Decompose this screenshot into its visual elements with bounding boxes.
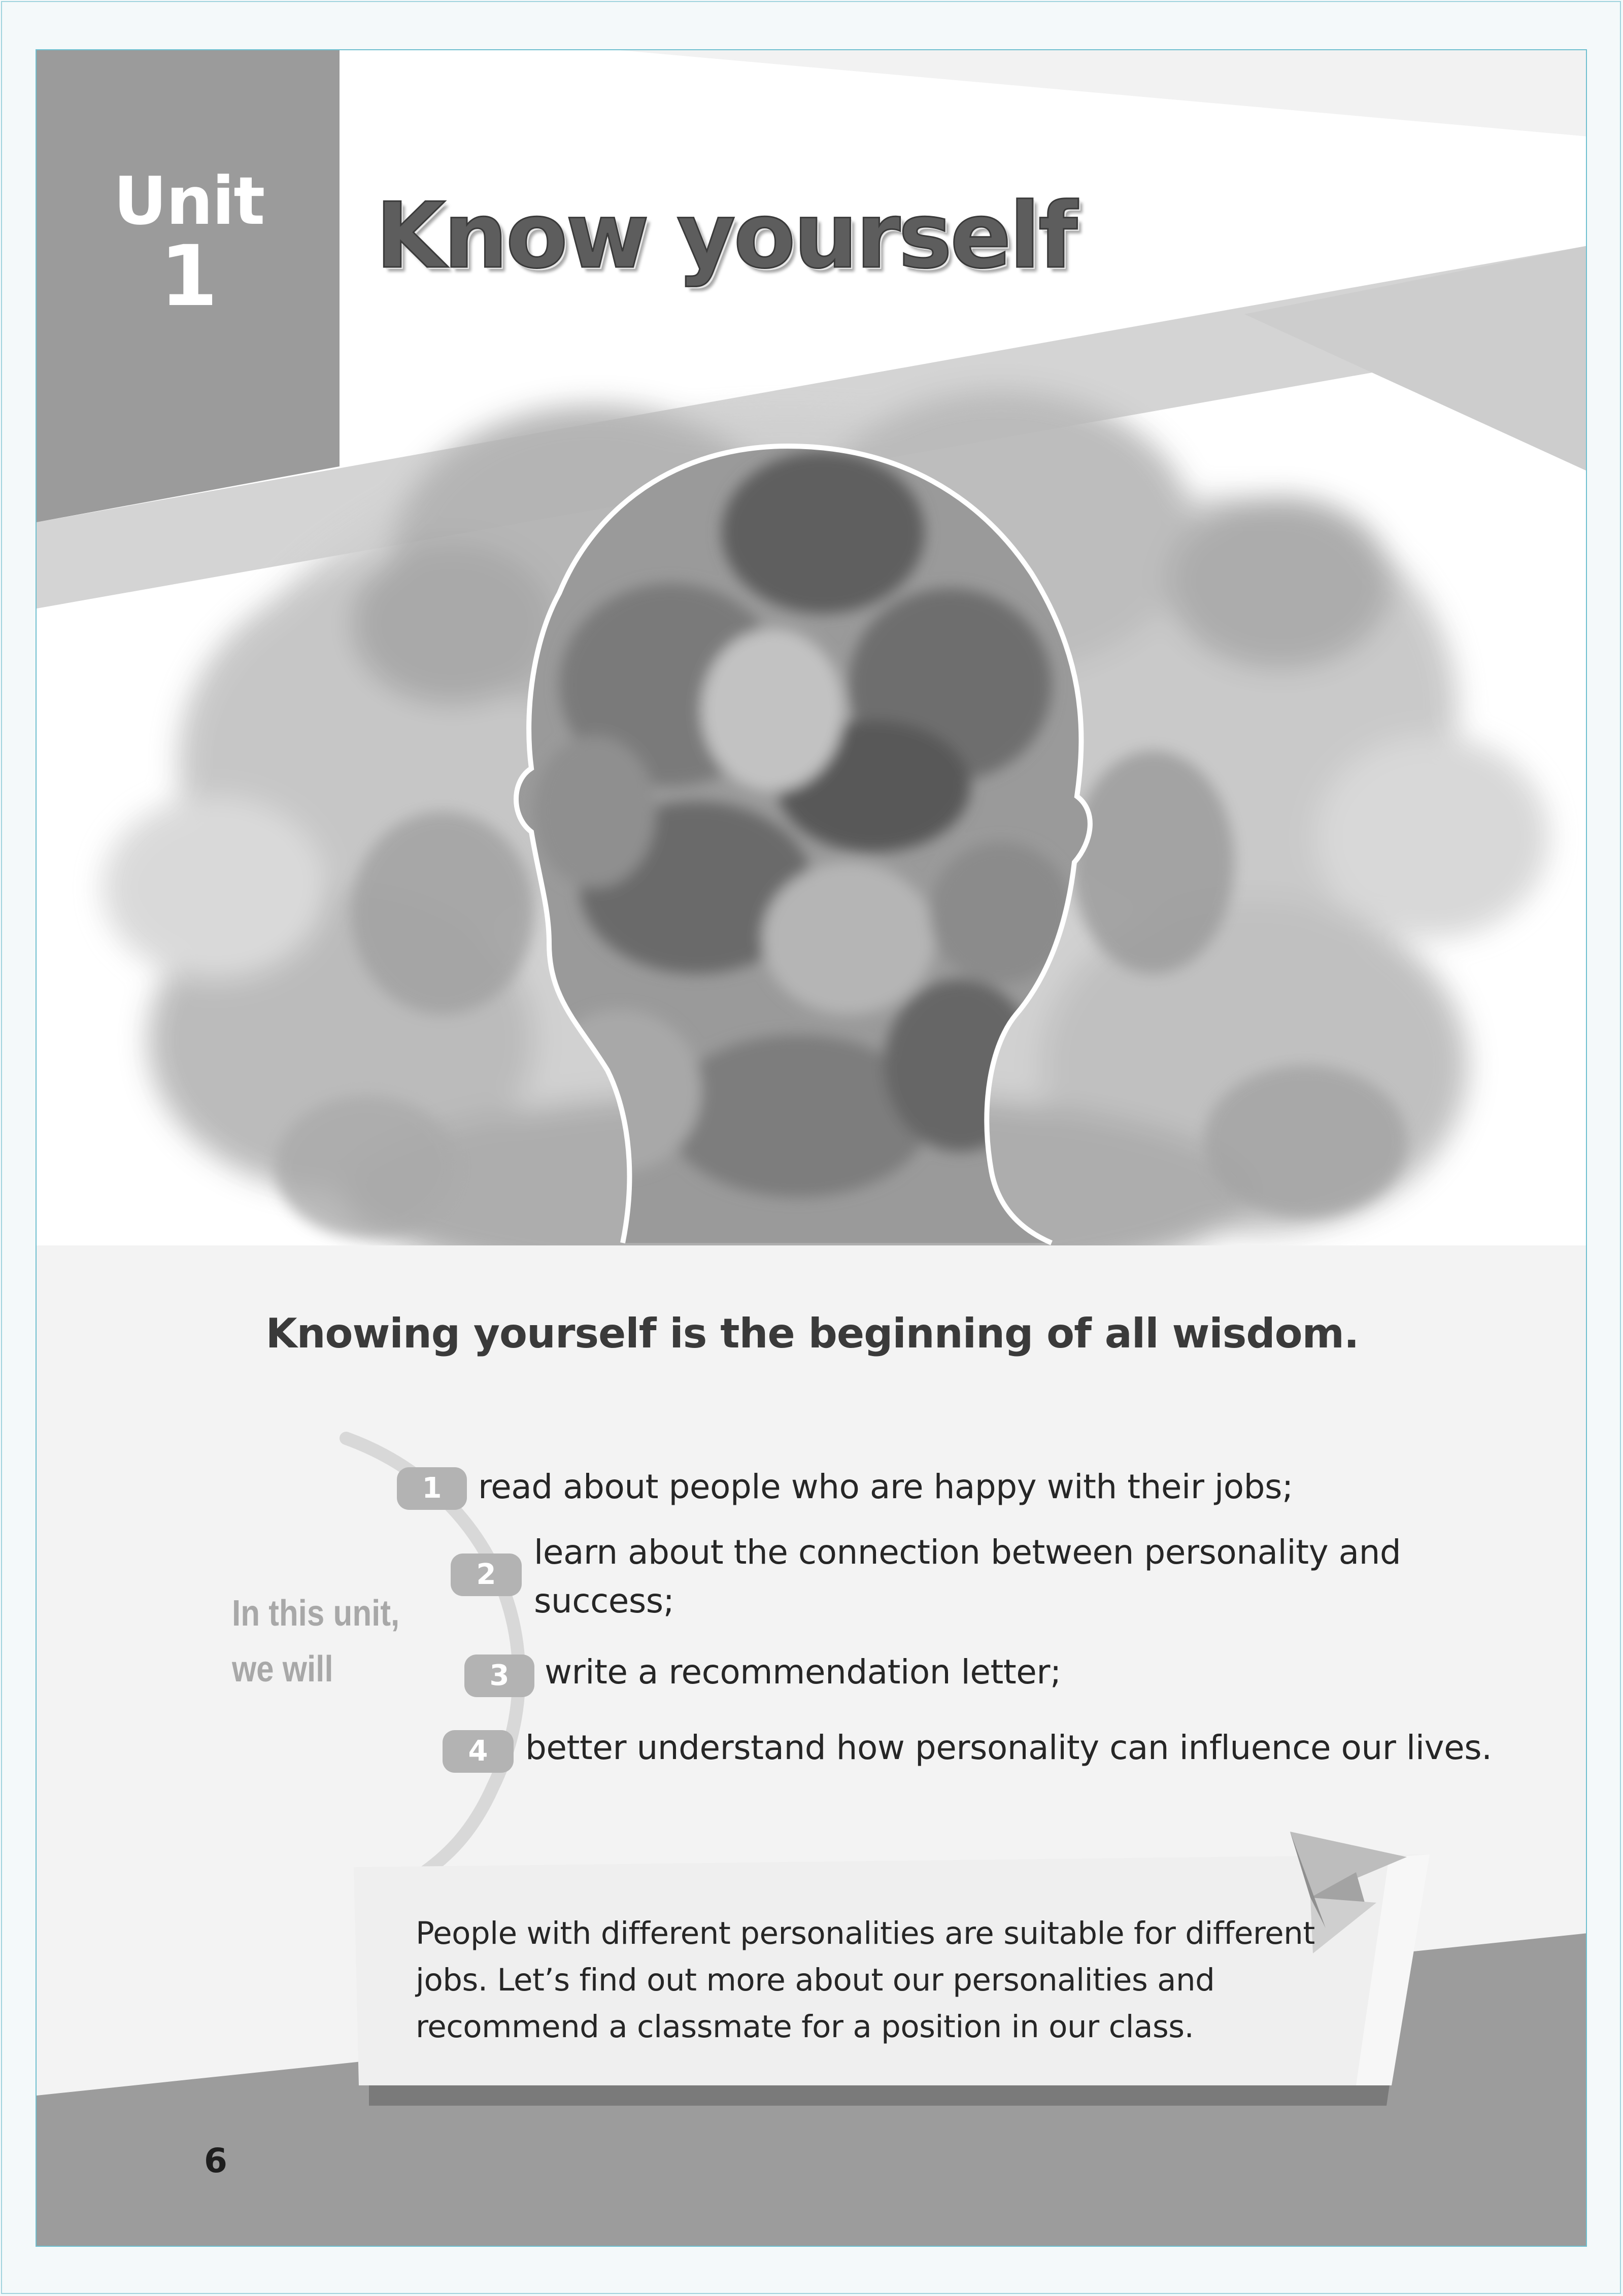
unit-number: 1 [159,227,218,325]
page-number: 6 [204,2141,227,2180]
objective-text-3: write a recommendation letter; [545,1652,1061,1692]
objective-text-2-line1: learn about the connection between personality and [534,1533,1401,1572]
unit-title: Know yourself [376,183,1076,288]
objective-text-4: better understand how personality can influence our lives. [525,1728,1492,1767]
textbook-page [36,49,1587,2247]
unit-label: Unit [113,162,264,240]
objective-badge-4: 4 [443,1730,514,1773]
objective-badge-3: 3 [464,1655,534,1697]
objective-text-2-line2: success; [534,1581,674,1620]
intro-card-text: People with different personalities are suitable for different jobs. Let’s find out more about our personalities and recommend a classmate for a position in our class. [416,1915,1315,2045]
objective-badge-1: 1 [397,1467,467,1510]
unit-quote: Knowing yourself is the beginning of all wisdom. [265,1310,1359,1357]
objectives-intro: In this unit, we will [232,1593,400,1690]
objective-text-1: read about people who are happy with their jobs; [478,1467,1293,1506]
objective-badge-2: 2 [451,1554,522,1596]
